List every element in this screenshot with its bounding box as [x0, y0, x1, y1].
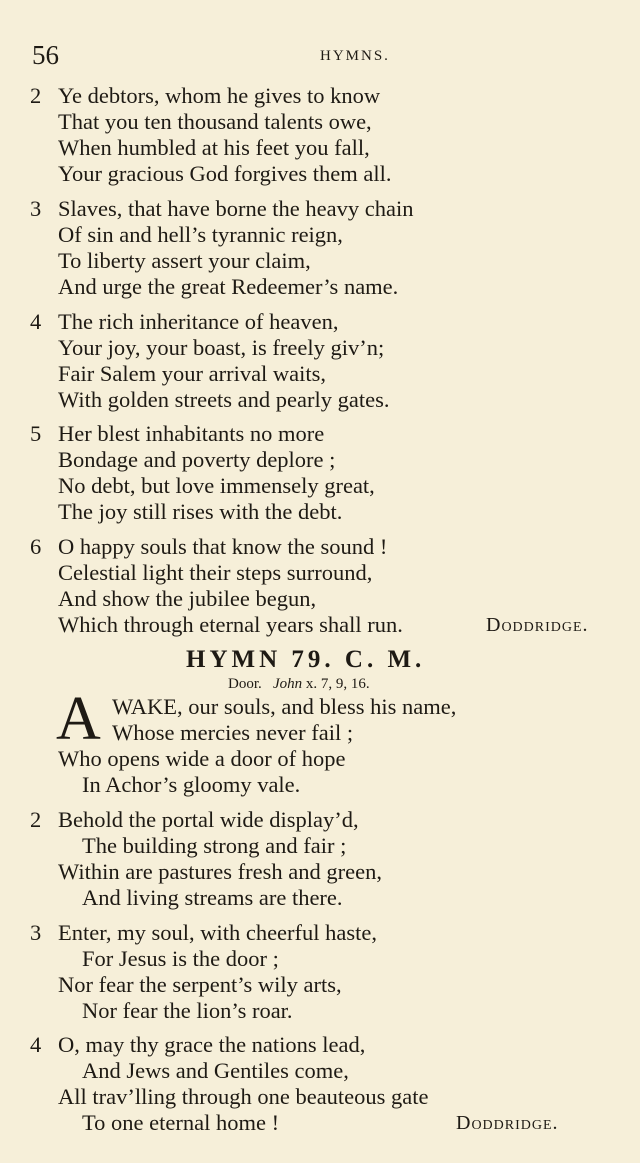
verse-number: 4	[30, 309, 42, 334]
verse-line: No debt, but love immensely great,	[58, 473, 375, 498]
verse-line: And urge the great Redeemer’s name.	[58, 274, 399, 299]
verse-line: When humbled at his feet you fall,	[58, 135, 370, 160]
verse-line: To one eternal home !	[82, 1110, 280, 1135]
verse-line: Slaves, that have borne the heavy chain	[58, 196, 414, 221]
verse-line: Celestial light their steps surround,	[58, 560, 373, 585]
verse-line: The building strong and fair ;	[82, 833, 347, 858]
verse-line: Your gracious God forgives them all.	[58, 161, 392, 186]
verse-line: WAKE, our souls, and bless his name,	[112, 694, 457, 719]
verse-line: Your joy, your boast, is freely giv’n;	[58, 335, 385, 360]
verse-number: 2	[30, 83, 42, 108]
verse-line: Enter, my soul, with cheerful haste,	[58, 920, 378, 945]
scripture-verses: x. 7, 9, 16.	[305, 676, 370, 692]
hymn-author: Doddridge.	[456, 1112, 559, 1134]
page-header	[32, 40, 610, 70]
hymn-author: Doddridge.	[486, 614, 589, 636]
verse-line: Behold the portal wide display’d,	[58, 807, 359, 832]
drop-cap: A	[56, 685, 101, 753]
verse-line: Whose mercies never fail ;	[112, 720, 354, 745]
verse-line: Nor fear the lion’s roar.	[82, 998, 293, 1023]
running-head: HYMNS.	[320, 48, 390, 64]
verse-line: With golden streets and pearly gates.	[58, 387, 390, 412]
verse-number: 3	[30, 920, 42, 945]
verse-line: Of sin and hell’s tyrannic reign,	[58, 222, 343, 247]
verse-line: Her blest inhabitants no more	[58, 421, 325, 446]
verse-number: 2	[30, 807, 42, 832]
verse-line: O happy souls that know the sound !	[58, 534, 388, 559]
verse-line: All trav’lling through one beauteous gate	[58, 1084, 429, 1109]
verse-line: O, may thy grace the nations lead,	[58, 1032, 366, 1057]
verse-line: Who opens wide a door of hope	[58, 746, 346, 771]
page-number: 56	[32, 40, 59, 70]
verse-line: Which through eternal years shall run.	[58, 612, 403, 637]
verse-line: And Jews and Gentiles come,	[82, 1058, 349, 1083]
verse-line: The joy still rises with the debt.	[58, 499, 343, 524]
verse-line: Bondage and poverty deplore ;	[58, 447, 336, 472]
verse-line: The rich inheritance of heaven,	[58, 309, 339, 334]
hymn-title: HYMN 79. C. M.	[186, 646, 426, 673]
verse-number: 6	[30, 534, 42, 559]
verse-line: And living streams are there.	[82, 885, 343, 910]
scripture-book: John	[273, 676, 303, 692]
verse-line: Ye debtors, whom he gives to know	[58, 83, 381, 108]
hymn-topic: Door.	[228, 676, 262, 692]
verse-number: 4	[30, 1032, 42, 1057]
verse-line: In Achor’s gloomy vale.	[82, 772, 301, 797]
verse-number: 5	[30, 421, 42, 446]
hymn-subtitle	[228, 676, 370, 693]
verse-line: For Jesus is the door ;	[82, 946, 279, 971]
verse-number: 3	[30, 196, 42, 221]
verse-line: And show the jubilee begun,	[58, 586, 317, 611]
verse-line: Nor fear the serpent’s wily arts,	[58, 972, 342, 997]
verse-line: Within are pastures fresh and green,	[58, 859, 382, 884]
verse-line: To liberty assert your claim,	[58, 248, 311, 273]
verse-line: Fair Salem your arrival waits,	[58, 361, 327, 386]
verse-line: That you ten thousand talents owe,	[58, 109, 372, 134]
